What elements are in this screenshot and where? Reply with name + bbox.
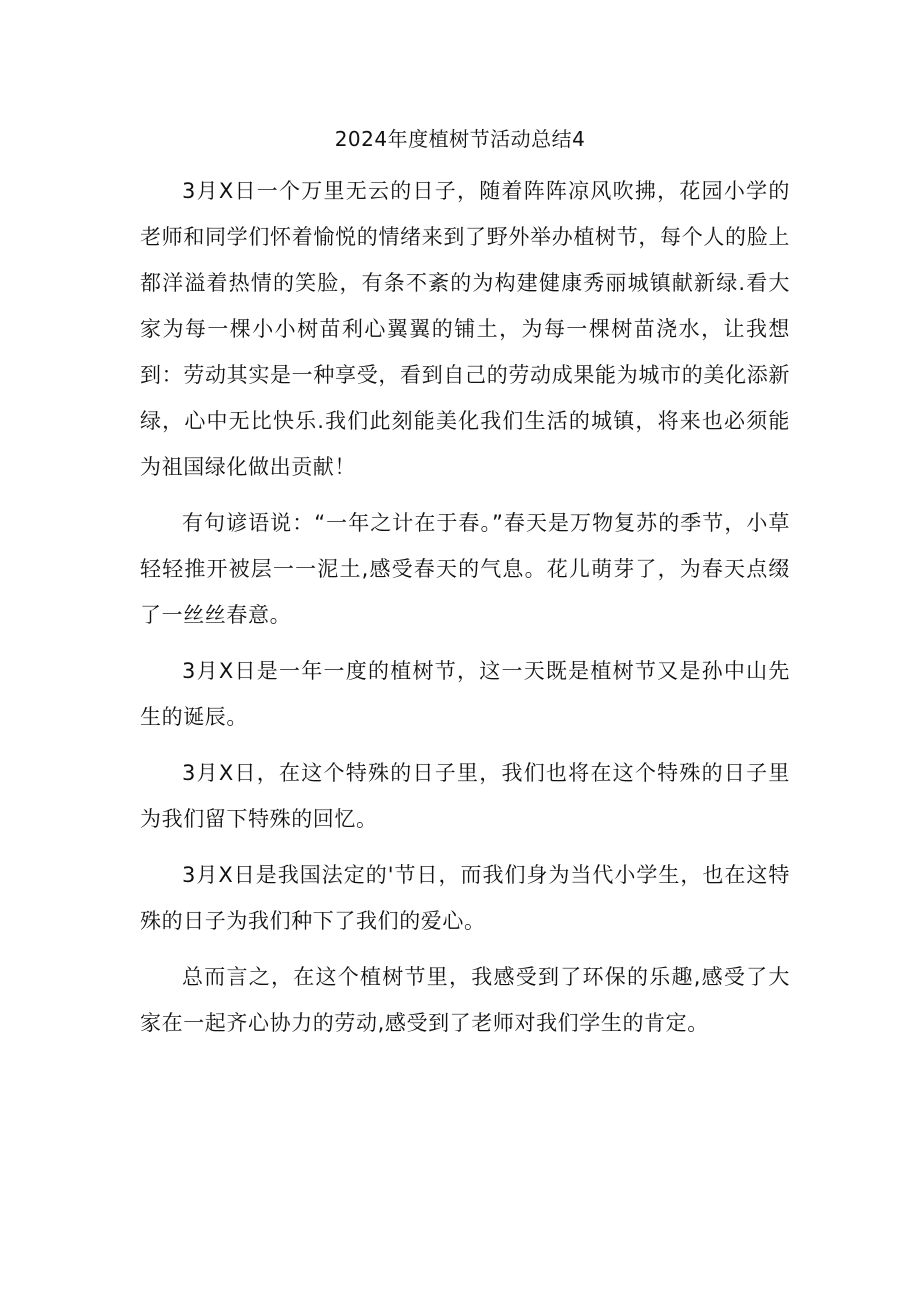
document-title: 2024年度植树节活动总结4 — [334, 127, 586, 151]
paragraph-3: 3月X日是一年一度的植树节，这一天既是植树节又是孙中山先生的诞辰。 — [140, 659, 790, 729]
document-body — [140, 168, 790, 1056]
paragraph-4: 3月X日，在这个特殊的日子里，我们也将在这个特殊的日子里为我们留下特殊的回忆。 — [140, 761, 790, 831]
paragraph-1: 3月X日一个万里无云的日子，随着阵阵凉风吹拂，花园小学的老师和同学们怀着愉悦的情绪来到了野外举办植树节，每个人的脸上都洋溢着热情的笑脸，有条不紊的为构建健康秀丽城镇献新绿.看大家为每一棵小小树苗利心翼翼的铺土，为每一棵树苗浇水，让我想到：劳动其实是一种享受，看到自己的劳动成果能为城市的美化添新绿，心中无比快乐.我们此刻能美化我们生活的城镇，将来也必须能为祖国绿化做出贡献！ — [140, 179, 790, 479]
paragraph-2: 有句谚语说：“一年之计在于春。”春天是万物复苏的季节，小草轻轻推开被层一一泥土,感受春天的气息。花儿萌芽了，为春天点缀了一丝丝春意。 — [140, 511, 790, 627]
paragraph-5: 3月X日是我国法定的'节日，而我们身为当代小学生，也在这特殊的日子为我们种下了我们的爱心。 — [140, 863, 790, 933]
paragraph-6: 总而言之，在这个植树节里，我感受到了环保的乐趣,感受了大家在一起齐心协力的劳动,感受到了老师对我们学生的肯定。 — [140, 965, 790, 1035]
